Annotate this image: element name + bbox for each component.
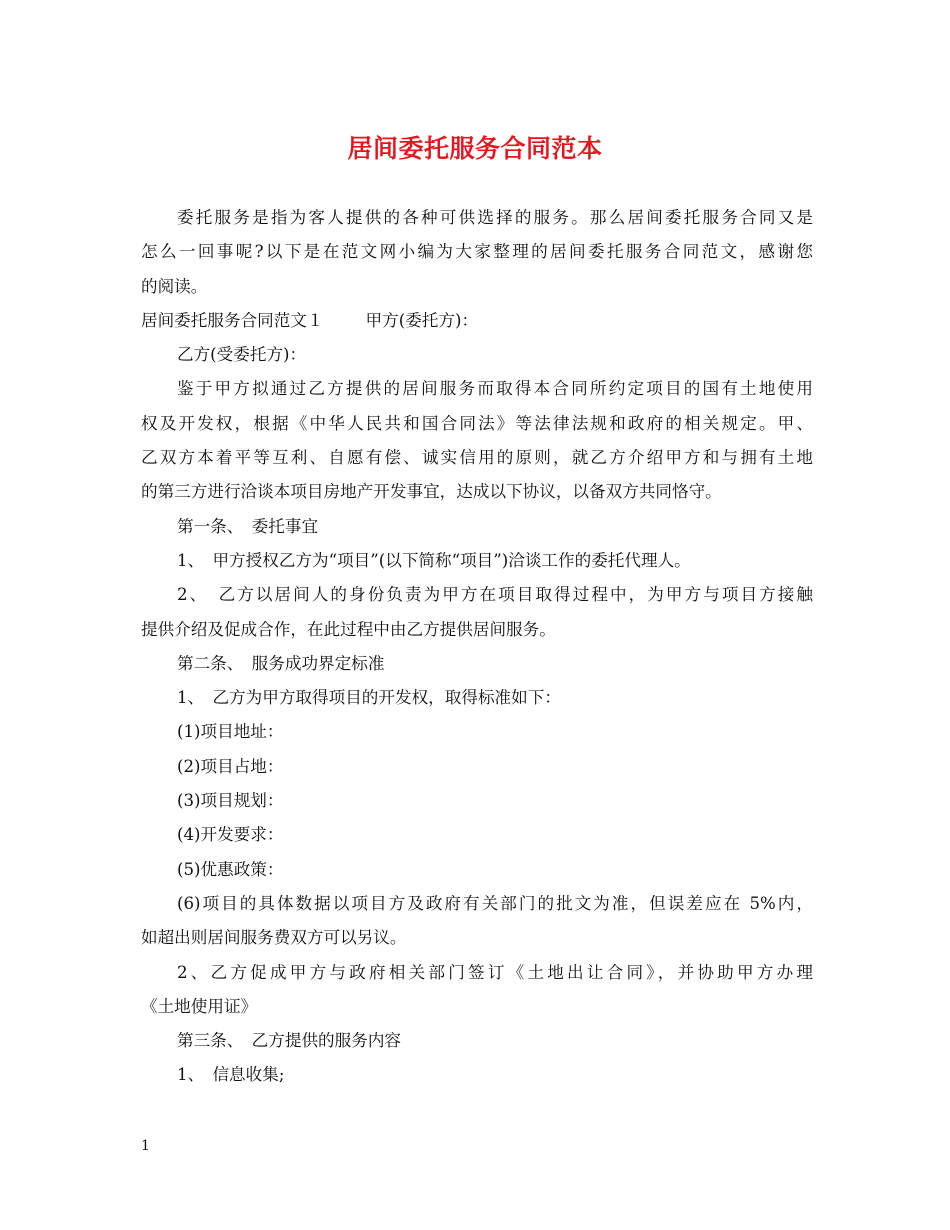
- page-title: 居间委托服务合同范本: [347, 134, 603, 163]
- article-1-item: 2、 乙方以居间人的身份负责为甲方在项目取得过程中，为甲方与项目方接触: [177, 585, 813, 605]
- article-2-item: 2、乙方促成甲方与政府相关部门签订《土地出让合同》，并协助甲方办理: [177, 962, 813, 982]
- intro-line: 委托服务是指为客人提供的各种可供选择的服务。那么居间委托服务合同又是: [177, 208, 813, 227]
- recital-line: 鉴于甲方拟通过乙方提供的居间服务而取得本合同所约定项目的国有土地使用: [177, 379, 813, 399]
- article-3-heading: 第三条、 乙方提供的服务内容: [177, 1031, 402, 1051]
- intro-line: 怎么一回事呢?以下是在范文网小编为大家整理的居间委托服务合同范文，感谢您: [141, 242, 813, 262]
- article-3-item: 1、 信息收集;: [177, 1065, 285, 1085]
- page-number: 1: [141, 1138, 150, 1154]
- party-a: 甲方(委托方)：: [365, 310, 479, 330]
- sample-heading-line: [141, 304, 813, 338]
- article-2-item: 《土地使用证》: [141, 996, 258, 1016]
- article-1-item: 1、 甲方授权乙方为“项目”(以下简称“项目”)洽谈工作的委托代理人。: [177, 550, 691, 570]
- article-1-item: 提供介绍及促成合作，在此过程中由乙方提供居间服务。: [141, 619, 556, 639]
- document-body: [141, 201, 813, 1093]
- article-2-subitem: (4)开发要求：: [177, 825, 284, 845]
- party-b: 乙方(受委托方)：: [177, 345, 307, 365]
- article-2-subitem: (5)优惠政策：: [177, 859, 284, 879]
- sample-heading: 居间委托服务合同范文１: [141, 310, 324, 330]
- article-2-subitem: (2)项目占地：: [177, 756, 284, 776]
- article-2-heading: 第二条、 服务成功界定标准: [177, 653, 385, 673]
- recital-line: 权及开发权，根据《中华人民共和国合同法》等法律法规和政府的相关规定。甲、: [141, 413, 813, 433]
- intro-line: 的阅读。: [141, 276, 208, 296]
- article-2-subitem: (1)项目地址：: [177, 722, 284, 742]
- article-1-heading: 第一条、 委托事宜: [177, 516, 319, 536]
- recital-line: 乙双方本着平等互利、自愿有偿、诚实信用的原则，就乙方介绍甲方和与拥有土地: [141, 448, 813, 468]
- article-2-item: 1、 乙方为甲方取得项目的开发权，取得标准如下：: [177, 688, 561, 708]
- article-2-subitem: (3)项目规划：: [177, 791, 284, 811]
- article-2-subitem: 如超出则居间服务费双方可以另议。: [141, 928, 407, 948]
- article-2-subitem: (6)项目的具体数据以项目方及政府有关部门的批文为准，但误差应在 5%内，: [177, 893, 813, 913]
- recital-line: 的第三方进行洽谈本项目房地产开发事宜，达成以下协议，以备双方共同恪守。: [141, 482, 722, 502]
